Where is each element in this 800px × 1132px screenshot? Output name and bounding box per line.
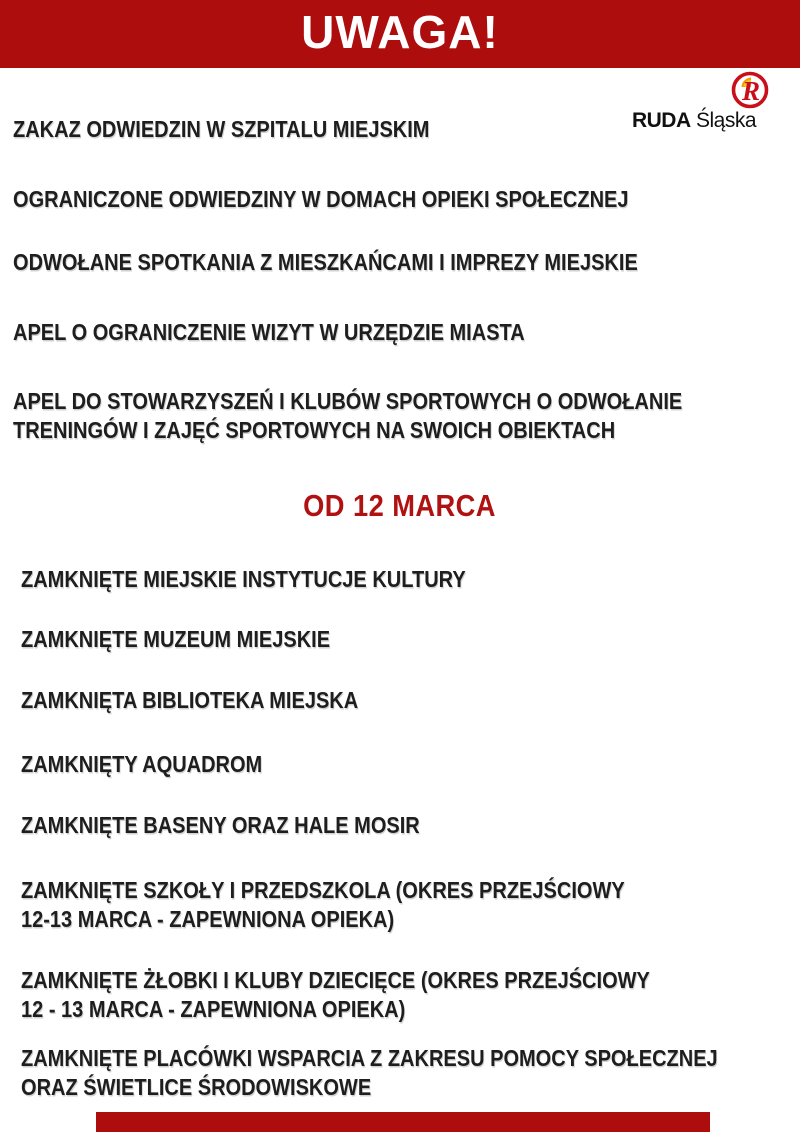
announcement-item: APEL O OGRANICZENIE WIZYT W URZĘDZIE MIASTA [13,319,525,345]
announcement-item: ZAMKNIĘTE ŻŁOBKI I KLUBY DZIECIĘCE (OKRES PRZEJŚCIOWY 12 - 13 MARCA - ZAPEWNIONA OPIEKA) [21,967,650,1022]
announcement-item: ZAMKNIĘTE MIEJSKIE INSTYTUCJE KULTURY [21,566,466,592]
page-title: UWAGA! [301,6,499,58]
announcement-item: ZAMKNIĘTE PLACÓWKI WSPARCIA Z ZAKRESU POMOCY SPOŁECZNEJ ORAZ ŚWIETLICE ŚRODOWISKOWE [21,1045,718,1100]
date-heading [0,490,800,522]
announcement-item: ZAMKNIĘTE BASENY ORAZ HALE MOSIR [21,812,420,838]
svg-text:R: R [742,76,761,106]
logo-wordmark: RUDA Śląska [631,109,756,132]
alert-header-banner [0,0,800,68]
announcement-item: ZAMKNIĘTE SZKOŁY I PRZEDSZKOLA (OKRES PRZEJŚCIOWY 12-13 MARCA - ZAPEWNIONA OPIEKA) [21,877,625,932]
ruda-slaska-r-emblem-icon [730,70,770,110]
announcement-item: APEL DO STOWARZYSZEŃ I KLUBÓW SPORTOWYCH O ODWOŁANIE TRENINGÓW I ZAJĘĆ SPORTOWYCH NA SWOICH OBIEKTACH [13,388,683,443]
announcement-item: OGRANICZONE ODWIEDZINY W DOMACH OPIEKI SPOŁECZNEJ [13,186,629,212]
announcement-item: ZAMKNIĘTY AQUADROM [21,751,263,777]
date-heading-text: OD 12 MARCA [303,488,497,523]
announcement-item: ODWOŁANE SPOTKANIA Z MIESZKAŃCAMI I IMPREZY MIEJSKIE [13,249,638,275]
logo-city-name: RUDA [631,109,691,132]
footer-accent-bar [96,1112,710,1132]
announcement-item: ZAMKNIĘTA BIBLIOTEKA MIEJSKA [21,687,359,713]
announcement-item: ZAMKNIĘTE MUZEUM MIEJSKIE [21,626,331,652]
announcement-item: ZAKAZ ODWIEDZIN W SZPITALU MIEJSKIM [13,116,430,142]
